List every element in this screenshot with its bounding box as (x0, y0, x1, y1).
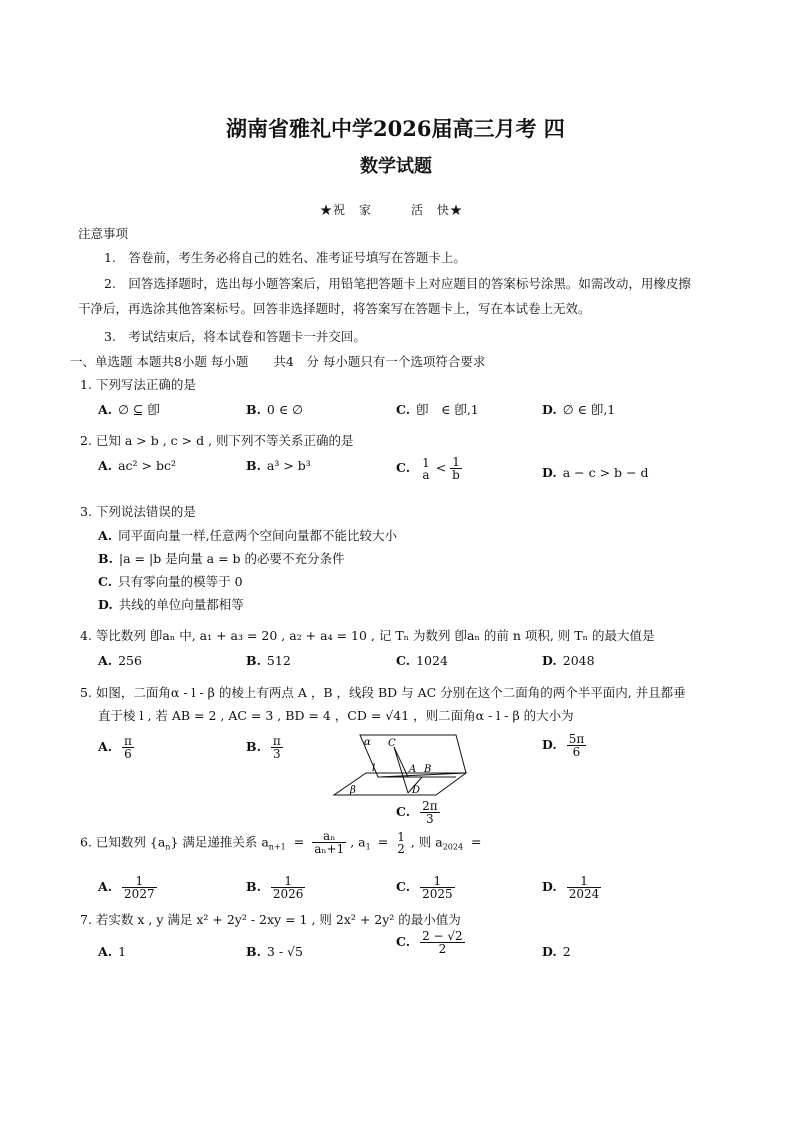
q4-option-a (98, 655, 142, 668)
q4-option-b-label: B. (246, 653, 261, 668)
q7-option-d-text: 2 (562, 944, 571, 959)
q2-option-a (98, 460, 176, 473)
q2-option-b (246, 460, 311, 473)
q6-option-a (98, 875, 157, 900)
q3-option-b-text: |a = |b 是向量 a = b 的必要不充分条件 (118, 551, 345, 566)
q4-option-d (542, 655, 595, 668)
q5-option-a-label: A. (98, 739, 113, 754)
q5-option-d (542, 733, 586, 758)
q1-option-d (542, 404, 615, 417)
q3-option-a-text: 同平面向量一样,任意两个空间向量都不能比较大小 (118, 528, 398, 543)
question-1-stem: 1. 下列写法正确的是 (80, 377, 196, 392)
q5-option-d-label: D. (542, 737, 557, 752)
q7-option-c-frac: $\frac{2 - √2}{2}$ (422, 929, 463, 956)
q1-option-b-label: B. (246, 402, 261, 417)
label-l: l (372, 763, 376, 774)
q5-option-c-frac: $\frac{2\pi}{3}$ (422, 799, 438, 826)
segment-cd (394, 747, 408, 793)
exam-motto: ★祝 家 活 快★ (320, 203, 464, 217)
q6-option-a-label: A. (98, 879, 113, 894)
q2-option-b-label: B. (246, 458, 261, 473)
q6-option-b-label: B. (246, 879, 261, 894)
q5-option-a (98, 735, 134, 760)
q6-option-b (246, 875, 305, 900)
q7-option-c (396, 930, 465, 955)
q3-option-d (98, 599, 244, 612)
notice-item-1: 1. 答卷前，考生务必将自己的姓名、准考证号填写在答题卡上。 (104, 250, 466, 265)
q4-option-b-text: 512 (266, 653, 291, 668)
dihedral-angle-figure (330, 733, 470, 799)
q7-option-a-text: 1 (118, 944, 127, 959)
q5-option-a-frac: $\frac{\pi}{6}$ (124, 734, 132, 761)
q2-option-a-text: ac² > bc² (118, 458, 176, 473)
q2-option-c (396, 456, 462, 481)
q1-option-b (246, 404, 303, 417)
q4-option-c-label: C. (396, 653, 411, 668)
q4-option-a-text: 256 (118, 653, 142, 668)
question-5-line-2: 直于棱 l , 若 AB = 2 , AC = 3 , BD = 4 ，CD = √41 ，则二面角α - l - β 的大小为 (98, 708, 574, 723)
notice-heading: 注意事项 (78, 226, 129, 241)
notice-item-2: 2. 回答选择题时，选出每小题答案后，用铅笔把答题卡上对应题目的答案标号涂黑。如需改动，用橡皮擦 (104, 276, 691, 291)
q2-option-c-frac-2: $\frac{1}{b}$ (452, 455, 460, 482)
q5-option-b-label: B. (246, 739, 261, 754)
q7-option-a (98, 946, 126, 959)
q6-initial-frac: 1 2 (397, 829, 405, 856)
q3-option-c-label: C. (98, 574, 113, 589)
exam-subtitle: 数学试题 (360, 156, 432, 177)
q4-option-d-label: D. (542, 653, 557, 668)
q5-option-b (246, 735, 283, 760)
q3-option-c (98, 576, 243, 589)
notice-item-2-cont: 干净后，再选涂其他答案标号。回答非选择题时，将答案写在答题卡上，写在本试卷上无效。 (78, 301, 591, 316)
label-c: C (388, 738, 396, 749)
q4-option-b (246, 655, 291, 668)
q6-recurrence-frac: $\frac{\text{aₙ}}{\text{aₙ+1}}$ (314, 829, 345, 856)
q7-option-c-label: C. (396, 934, 411, 949)
q6-option-d-frac: $\frac{1}{2024}$ (568, 874, 600, 901)
q2-option-c-frac-1: 1 a (422, 455, 430, 482)
q1-option-d-label: D. (542, 402, 557, 417)
q1-option-d-text: ∅ ∈ 卽,1 (562, 402, 616, 417)
q1-option-a-label: A. (98, 402, 113, 417)
question-6-stem: 6. 已知数列 $\{a_n\}$ 满足递推关系 $a_{n+1}$ = $\frac{\text{aₙ}}{\text{aₙ+1}}$ , $a_1$ = 1 2 , 则 $a_{2024}$ = (80, 829, 482, 856)
label-beta: β (350, 785, 356, 796)
q3-option-a (98, 530, 397, 543)
q7-option-b-label: B. (246, 944, 261, 959)
q2-option-c-label: C. (396, 460, 411, 475)
label-d: D (412, 785, 421, 796)
q5-option-c (396, 800, 440, 825)
q3-option-b (98, 553, 345, 566)
q5-option-d-frac: $\frac{5\pi}{6}$ (568, 732, 585, 759)
q1-option-b-text: 0 ∈ ∅ (266, 402, 303, 417)
q2-option-b-text: a³ > b³ (266, 458, 311, 473)
q7-option-b-text: 3 - √5 (266, 944, 303, 959)
question-3-stem: 3. 下列说法错误的是 (80, 504, 196, 519)
q1-option-c-text: 卽 ∈ 卽,1 (416, 402, 479, 417)
q7-option-a-label: A. (98, 944, 113, 959)
q4-option-c (396, 655, 448, 668)
q7-option-d-label: D. (542, 944, 557, 959)
q6-option-b-frac: $\frac{1}{2026}$ (272, 874, 304, 901)
q4-option-c-text: 1024 (416, 653, 448, 668)
q1-option-c-label: C. (396, 402, 411, 417)
q2-option-a-label: A. (98, 458, 113, 473)
notice-item-3: 3. 考试结束后，将本试卷和答题卡一并交回。 (104, 329, 366, 344)
question-2-stem: 2. 已知 a > b , c > d , 则下列不等关系正确的是 (80, 433, 354, 448)
label-alpha: α (364, 737, 371, 748)
q4-option-d-text: 2048 (562, 653, 595, 668)
question-5-line-1: 5. 如图，二面角α - l - β 的棱上有两点 A ，B ，线段 BD 与 AC 分别在这个二面角的两个半平面内, 并且都垂 (80, 685, 686, 700)
q3-option-b-label: B. (98, 551, 113, 566)
q2-option-d-label: D. (542, 465, 557, 480)
q1-option-a-text: ∅ ⊆ 卽 (118, 402, 160, 417)
q7-option-b (246, 946, 303, 959)
q3-option-a-label: A. (98, 528, 113, 543)
q6-option-c-label: C. (396, 879, 411, 894)
q5-option-c-label: C. (396, 804, 411, 819)
q2-option-d (542, 467, 648, 480)
q6-option-a-frac: $\frac{1}{2027}$ (124, 874, 155, 901)
exam-title: 湖南省雅礼中学2026届高三月考 四 (226, 116, 565, 141)
section-header: 一、单选题 本题共8小题 每小题 共4 分 每小题只有一个选项符合要求 (70, 354, 486, 369)
q3-option-d-label: D. (98, 597, 113, 612)
q2-option-d-text: a − c > b − d (562, 465, 649, 480)
q3-option-c-text: 只有零向量的模等于 0 (118, 574, 243, 589)
q1-option-c (396, 404, 479, 417)
q5-option-b-frac: $\frac{\pi}{3}$ (272, 734, 281, 761)
q1-option-a (98, 404, 160, 417)
q6-option-d-label: D. (542, 879, 557, 894)
question-4-stem: 4. 等比数列 卽aₙ 中, a₁ + a₃ = 20 , a₂ + a₄ = 10 , 记 Tₙ 为数列 卽aₙ 的前 n 项积, 则 Tₙ 的最大值是 (80, 628, 655, 643)
label-b: B (424, 764, 432, 775)
q4-option-a-label: A. (98, 653, 113, 668)
q6-option-c (396, 875, 455, 900)
q7-option-d (542, 946, 571, 959)
q6-option-d (542, 875, 601, 900)
label-a: A (409, 764, 417, 775)
q6-option-c-frac: $\frac{1}{2025}$ (422, 874, 453, 901)
q2-option-c-op: < (435, 460, 447, 475)
q3-option-d-text: 共线的单位向量都相等 (118, 597, 244, 612)
question-7-stem: 7. 若实数 x , y 满足 x² + 2y² - 2xy = 1 , 则 2x² + 2y² 的最小值为 (80, 912, 461, 927)
